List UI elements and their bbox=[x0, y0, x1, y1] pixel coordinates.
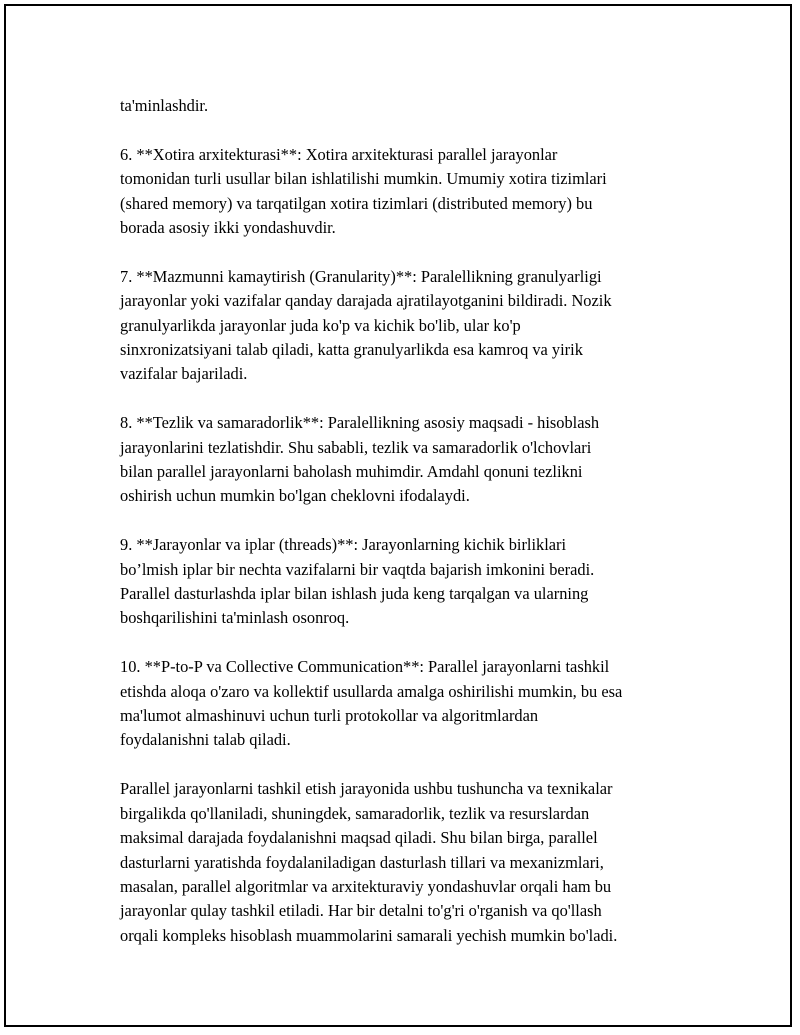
document-body bbox=[120, 94, 700, 948]
paragraph-item-9: 9. **Jarayonlar va iplar (threads)**: Jarayonlarning kichik birliklari bo’lmish iplar bir nechta vazifalarni bir vaqtda bajarish imkonini beradi. Parallel dasturlashda iplar bilan ishlash juda keng tarqalgan va ularning boshqarilishini ta'minlash osonroq. bbox=[120, 535, 595, 628]
paragraph-item-6: 6. **Xotira arxitekturasi**: Xotira arxitekturasi parallel jarayonlar tomonidan turli usullar bilan ishlatilishi mumkin. Umumiy xotira tizimlari (shared memory) va tarqatilgan xotira tizimlari (distributed memory) bu borada asosiy ikki yondashuvdir. bbox=[120, 144, 607, 238]
paragraph-conclusion: Parallel jarayonlarni tashkil etish jarayonida ushbu tushuncha va texnikalar birgalikda qo'llaniladi, shuningdek, samaradorlik, tezlik va resurslardan maksimal darajada foydalanishni maqsad qiladi. Shu bilan birga, parallel dasturlarni yaratishda foydalaniladigan dasturlash tillari va mexanizmlari, masalan, parallel algoritmlar va arxitekturaviy yondashuvlar orqali ham bu jarayonlar qulay tashkil etiladi. Har bir detalni to'g'ri o'rganish va qo'llash orqali kompleks hisoblash muammolarini samarali yechish mumkin bo'ladi. bbox=[120, 779, 618, 945]
paragraph-item-8: 8. **Tezlik va samaradorlik**: Paralellikning asosiy maqsadi - hisoblash jarayonlarini tezlatishdir. Shu sababli, tezlik va samaradorlik o'lchovlari bilan parallel jarayonlarni baholash muhimdir. Amdahl qonuni tezlikni oshirish uchun mumkin bo'lgan cheklovni ifodalaydi. bbox=[120, 413, 600, 506]
paragraph-item-10: 10. **P-to-P va Collective Communication**: Parallel jarayonlarni tashkil etishda aloqa o'zaro va kollektif usullarda amalga oshirilishi mumkin, bu esa ma'lumot almashinuvi uchun turli protokollar va algoritmlardan foydalanishni talab qiladi. bbox=[120, 657, 623, 750]
paragraph-item-7: 7. **Mazmunni kamaytirish (Granularity)**: Paralellikning granulyarligi jarayonlar yoki vazifalar qanday darajada ajratilayotganini bildiradi. Nozik granulyarlikda jarayonlar juda ko'p va kichik bo'lib, ular ko'p sinxronizatsiyani talab qiladi, katta granulyarlikda esa kamroq va yirik vazifalar bajariladi. bbox=[120, 266, 612, 384]
document-page bbox=[4, 4, 792, 1027]
paragraph-continuation: ta'minlashdir. bbox=[120, 96, 209, 115]
